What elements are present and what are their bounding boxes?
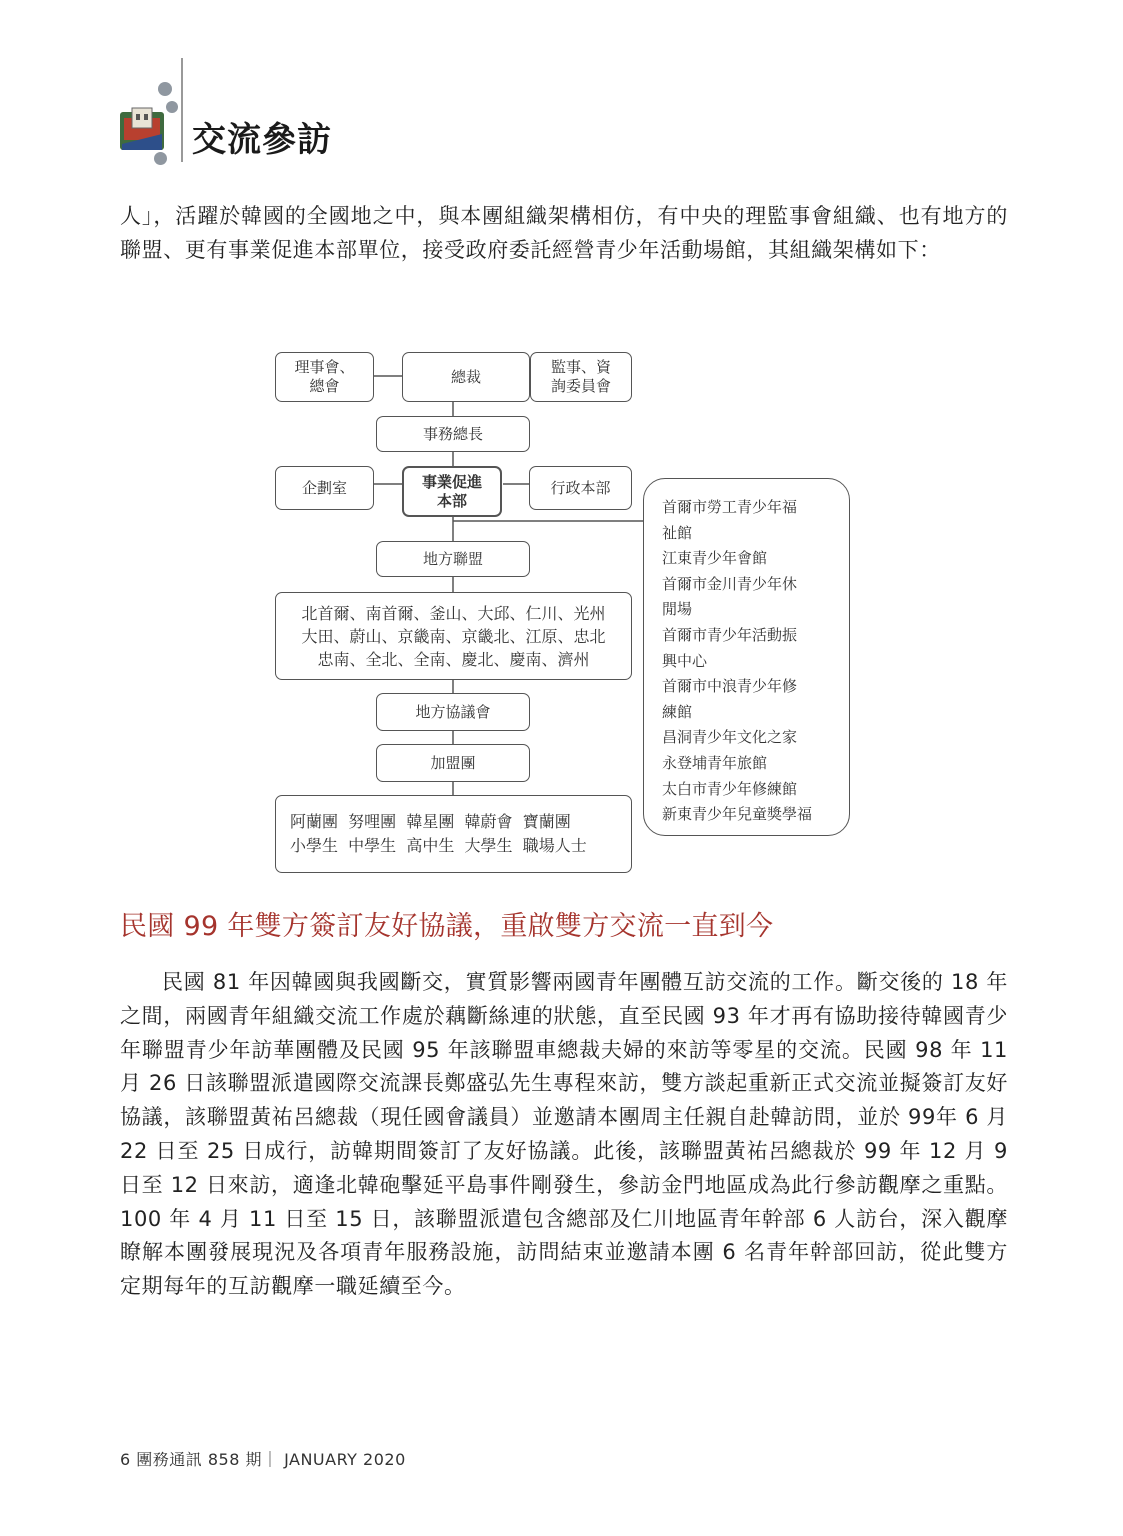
org-box-local-leagues: 地方聯盟 — [376, 541, 530, 577]
org-box-supervisors: 監事、資詢委員會 — [530, 352, 632, 402]
org-box-board: 理事會、總會 — [275, 352, 374, 402]
page-footer: 6 團務通訊 858 期｜ JANUARY 2020 — [120, 1450, 406, 1469]
org-box-groups — [275, 795, 632, 873]
region-line: 大田、蔚山、京畿南、京畿北、江原、忠北 — [301, 626, 606, 646]
decor-dot — [158, 82, 172, 96]
org-box-regions — [275, 592, 632, 680]
facility-item: 練館 — [662, 702, 693, 721]
org-box-admin-hq: 行政本部 — [529, 466, 632, 510]
facility-item: 江東青少年會館 — [662, 549, 768, 568]
group-line: 阿蘭團 努哩團 韓星團 韓蔚會 寶蘭團 — [290, 812, 571, 831]
body-paragraph: 民國 81 年因韓國與我國斷交，實質影響兩國青年團體互訪交流的工作。斷交後的 18 年之間，兩國青年組織交流工作處於藕斷絲連的狀態，直至民國 93 年才再有協助接待韓國青少年聯盟青少年訪華團體及民國 95 年該聯盟車總裁夫婦的來訪等零星的交流。民國 98 年 11 月 26 日該聯盟派遣國際交流課長鄭盛弘先生專程來訪，雙方談起重新正式交流並擬簽訂友好協議，該聯盟黃祐呂總裁（現任國會議員）並邀請本團周主任親自赴韓訪問，並於 99年 6 月 22 日至 25 日成行，訪韓期間簽訂了友好協議。此後，該聯盟黃祐呂總裁於 99 年 12 月 9 日至 12 日來訪，適逢北韓砲擊延平島事件剛發生，參訪金門地區成為此行參訪觀摩之重點。100 年 4 月 11 日至 15 日，該聯盟派遣包含總部及仁川地區青年幹部 6 人訪台，深入觀摩瞭解本團發展現況及各項青年服務設施，訪問結束並邀請本團 6 名青年幹部回訪，從此雙方定期每年的互訪觀摩一職延續至今。 — [120, 970, 1008, 1299]
org-box-planning-office: 企劃室 — [275, 466, 374, 510]
facility-item: 昌洞青少年文化之家 — [662, 728, 798, 747]
org-box-business-promotion: 事業促進本部 — [402, 466, 502, 517]
section-heading: 民國 99 年雙方簽訂友好協議，重啟雙方交流一直到今 — [120, 911, 774, 942]
facility-item: 首爾市金川青少年休 — [662, 574, 798, 593]
group-line: 小學生 中學生 高中生 大學生 職場人士 — [290, 836, 587, 855]
region-line: 北首爾、南首爾、釜山、大邱、仁川、光州 — [301, 603, 606, 623]
section-title: 交流參訪 — [192, 120, 332, 160]
facility-item: 首爾市中浪青少年修 — [662, 677, 798, 696]
facility-item: 新東青少年兒童獎學福 — [662, 805, 813, 824]
decor-dot — [166, 101, 178, 113]
region-line: 忠南、全北、全南、慶北、慶南、濟州 — [317, 649, 590, 669]
facility-item: 閒場 — [662, 600, 693, 619]
facility-item: 興中心 — [662, 651, 708, 670]
facility-item: 太白市青少年修練館 — [662, 779, 798, 798]
org-box-facilities — [643, 478, 850, 836]
facility-item: 永登埔青年旅館 — [662, 753, 768, 772]
section-logo-icon — [118, 104, 166, 154]
org-box-local-council: 地方協議會 — [376, 693, 530, 731]
intro-paragraph: 人」，活躍於韓國的全國地之中，與本團組織架構相仿，有中央的理監事會組織、也有地方的聯盟、更有事業促進本部單位，接受政府委託經營青少年活動場館，其組織架構如下： — [120, 204, 1008, 262]
facility-item: 祉館 — [662, 523, 693, 542]
org-box-member-groups: 加盟團 — [376, 744, 530, 782]
header-divider-line — [181, 58, 183, 162]
facility-item: 首爾市青少年活動振 — [662, 625, 798, 644]
facility-item: 首爾市勞工青少年福 — [662, 498, 798, 516]
org-box-secretary-general: 事務總長 — [376, 416, 530, 452]
org-box-president: 總裁 — [402, 352, 530, 402]
